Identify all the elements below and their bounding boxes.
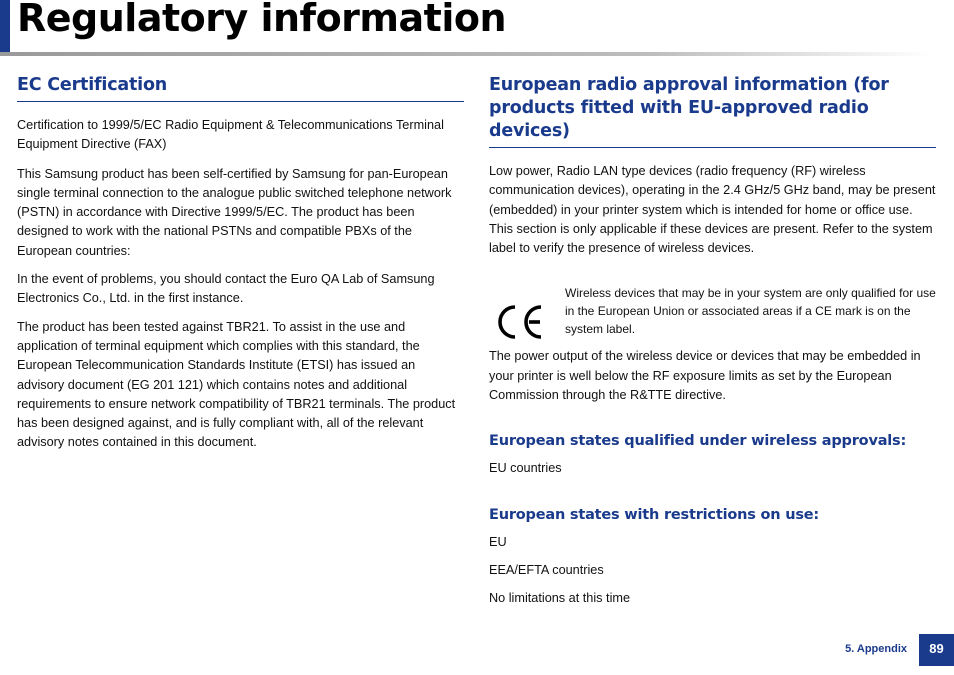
footer-section-label: 5. Appendix — [845, 643, 907, 655]
restriction-item-eu: EU — [489, 534, 507, 549]
left-column — [17, 74, 464, 453]
paragraph-power-output: The power output of the wireless device or devices that may be embedded in your printer is well below the RF exposure limits as set by the European Commission through the R&TTE directive. — [489, 349, 921, 403]
title-divider — [0, 52, 930, 56]
ce-note-row — [489, 284, 936, 338]
qualified-states-heading: European states qualified under wireless approvals: — [489, 433, 907, 450]
radio-approval-heading: European radio approval information (for products fitted with EU-approved radio devices) — [489, 75, 889, 141]
restrictions-heading: European states with restrictions on use: — [489, 506, 820, 523]
heading-divider — [17, 101, 464, 102]
ce-note-text: Wireless devices that may be in your system are only qualified for use in the European Union or associated areas if a CE mark is on the system label. — [565, 286, 936, 337]
paragraph-self-certified: This Samsung product has been self-certified by Samsung for pan-European single terminal connection to the analogue public switched telephone network (PSTN) in accordance with Directive 1999/5/EC. The product has been designed to work with the national PSTNs and compatible PBXs of the European countries: — [17, 166, 452, 258]
header-accent-bar — [0, 0, 10, 52]
paragraph-low-power: Low power, Radio LAN type devices (radio frequency (RF) wireless communication devices), operating in the 2.4 GHz/5 GHz band, may be present (embedded) in your printer system which is intended for home or office use. This section is only applicable if these devices are present. Refer to the system label to verify the presence of wireless devices. — [489, 164, 936, 256]
page-title: Regulatory information — [17, 0, 507, 40]
restriction-item-eea-efta: EEA/EFTA countries — [489, 562, 604, 577]
qualified-states-text: EU countries — [489, 461, 562, 476]
restriction-item-no-limitations: No limitations at this time — [489, 591, 631, 606]
paragraph-problems: In the event of problems, you should contact the Euro QA Lab of Samsung Electronics Co., Ltd. in the first instance. — [17, 272, 435, 306]
right-column — [489, 74, 936, 609]
paragraph-tbr21: The product has been tested against TBR21. To assist in the use and application of terminal equipment which complies with this standard, the European Telecommunication Standards Institute (ETSI) has issued an advisory document (EG 201 121) which contains notes and additional requirements to ensure network compatibility of TBR21 terminals. The product has been designed against, and is fully compliant with, all of the relevant advisory notes contained in this document. — [17, 319, 456, 450]
ce-mark-icon — [495, 304, 545, 340]
page-number-badge: 89 — [919, 634, 954, 666]
paragraph-certification: Certification to 1999/5/EC Radio Equipment & Telecommunications Terminal Equipment Directive (FAX) — [17, 118, 444, 152]
ec-certification-heading: EC Certification — [17, 75, 168, 95]
heading-divider — [489, 147, 936, 148]
